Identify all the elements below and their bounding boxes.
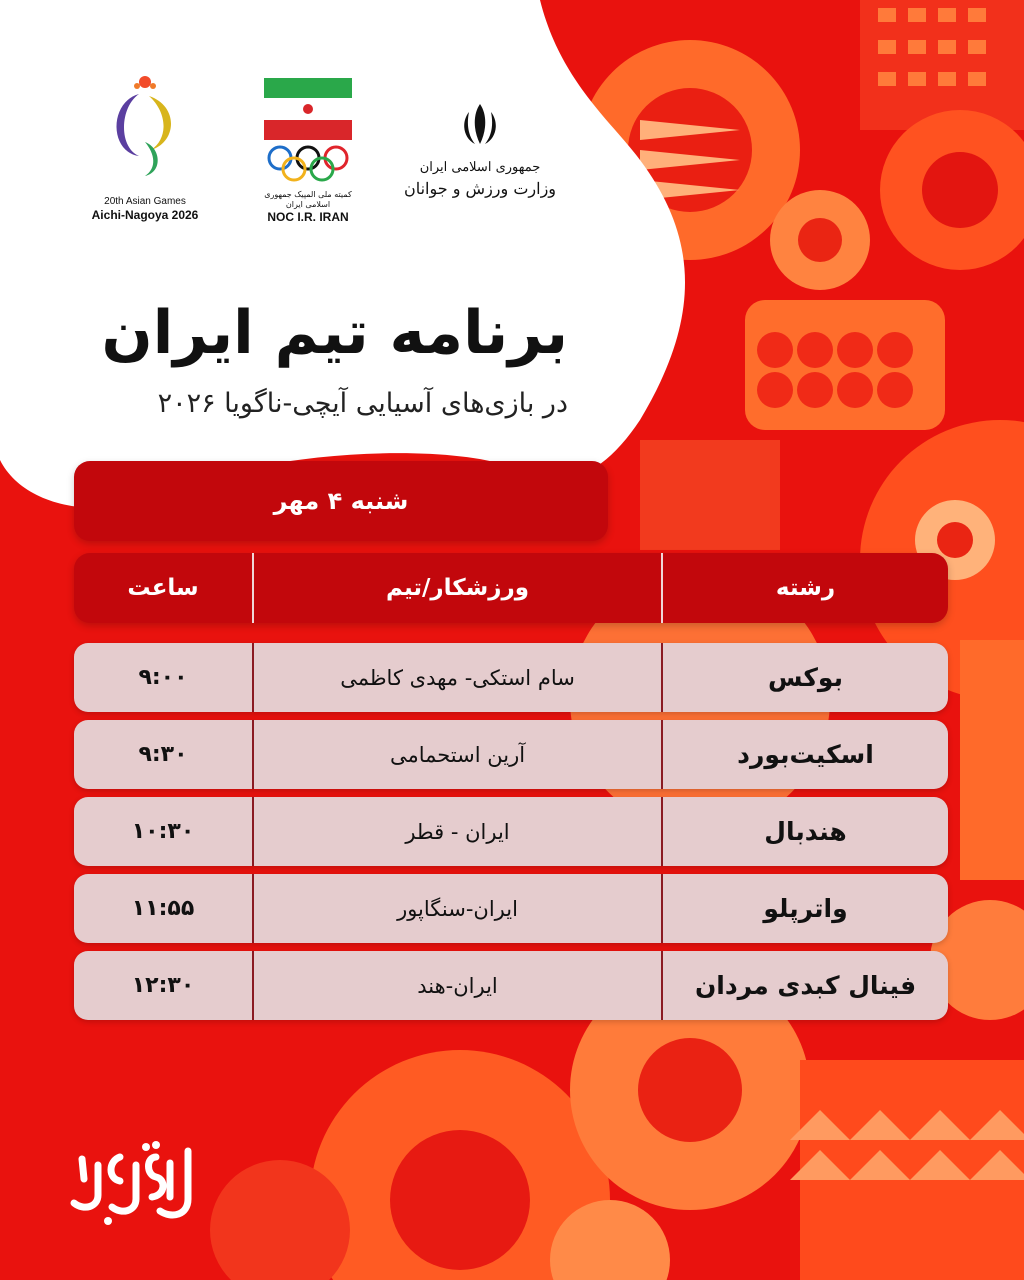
schedule-table bbox=[74, 643, 948, 1028]
ministry-logo bbox=[400, 100, 560, 198]
noc-iran-logo bbox=[256, 78, 360, 224]
table-row bbox=[74, 643, 948, 712]
row-team: ایران-هند bbox=[252, 951, 663, 1020]
header-time: ساعت bbox=[127, 575, 199, 601]
date-banner: شنبه ۴ مهر bbox=[74, 461, 608, 541]
olympic-rings-icon bbox=[264, 144, 352, 184]
table-row bbox=[74, 951, 948, 1020]
noc-caption-en: NOC I.R. IRAN bbox=[267, 210, 349, 224]
noc-caption-fa: کمیته ملی المپیک جمهوری اسلامی ایران bbox=[264, 190, 352, 209]
table-row bbox=[74, 720, 948, 789]
asian-games-caption-1: 20th Asian Games bbox=[104, 196, 186, 207]
asian-games-logo bbox=[70, 72, 220, 222]
page-title: برنامه تیم ایران bbox=[101, 298, 568, 368]
page-subtitle: در بازی‌های آسیایی آیچی-ناگویا ۲۰۲۶ bbox=[157, 388, 568, 419]
header-team: ورزشکار/تیم bbox=[252, 553, 663, 623]
row-time: ۹:۳۰ bbox=[138, 742, 188, 767]
table-row bbox=[74, 797, 948, 866]
header-sport: رشته bbox=[775, 575, 836, 601]
row-sport: هندبال bbox=[764, 817, 847, 846]
row-time: ۹:۰۰ bbox=[138, 665, 188, 690]
row-sport: بوکس bbox=[768, 663, 843, 692]
row-sport: واترپلو bbox=[763, 894, 848, 923]
iran-flag-icon bbox=[264, 78, 352, 140]
row-sport: اسکیت‌بورد bbox=[737, 740, 874, 769]
row-time: ۱۰:۳۰ bbox=[131, 819, 195, 844]
table-row bbox=[74, 874, 948, 943]
ministry-caption-2: وزارت ورزش و جوانان bbox=[403, 179, 557, 198]
row-team: ایران-سنگاپور bbox=[252, 874, 663, 943]
row-time: ۱۱:۵۵ bbox=[131, 896, 195, 921]
iran-emblem-icon bbox=[455, 100, 505, 150]
row-team: آرین استحمامی bbox=[252, 720, 663, 789]
asian-games-caption-2: Aichi-Nagoya 2026 bbox=[91, 208, 199, 222]
row-sport: فینال کبدی مردان bbox=[694, 971, 917, 1000]
row-team: ایران - قطر bbox=[252, 797, 663, 866]
table-header bbox=[74, 553, 948, 623]
row-team: سام استکی- مهدی کاظمی bbox=[252, 643, 663, 712]
ministry-caption-1: جمهوری اسلامی ایران bbox=[419, 160, 541, 175]
asian-games-emblem-icon bbox=[105, 72, 185, 190]
row-time: ۱۲:۳۰ bbox=[131, 973, 195, 998]
iran-ghahreman-logo bbox=[62, 1135, 202, 1227]
